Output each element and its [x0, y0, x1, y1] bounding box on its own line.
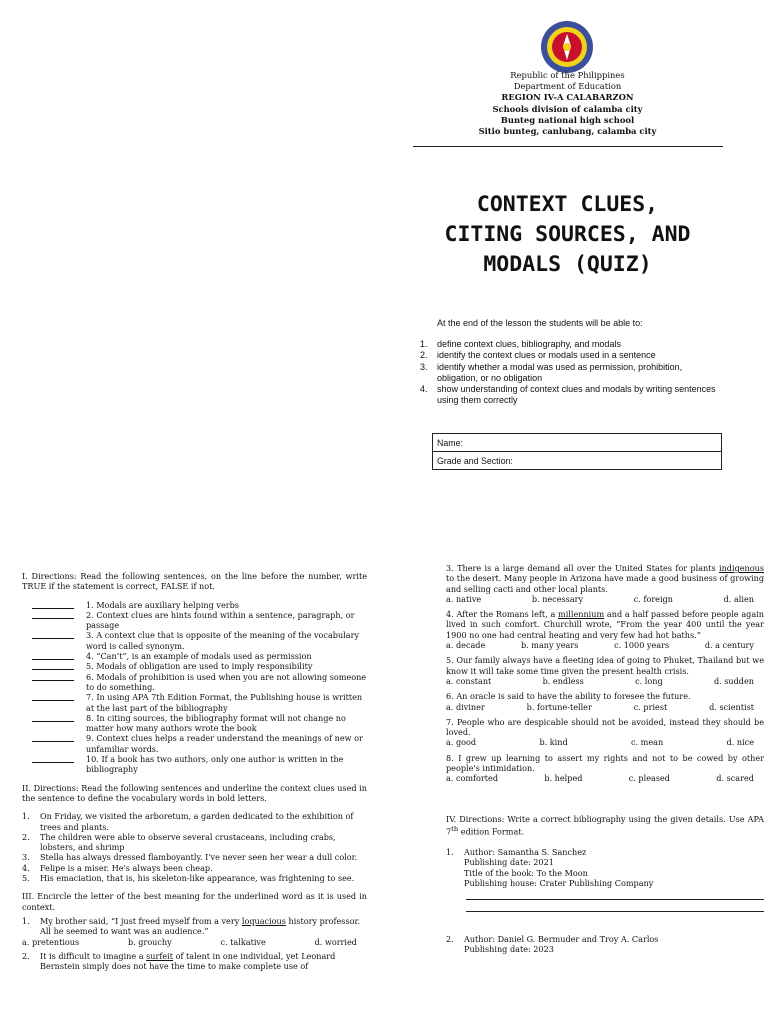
underline-item — [22, 863, 367, 873]
tf-text: In citing sources, the bibliography format will not change no matter how many authors wrote the book — [86, 712, 346, 734]
question-number: 1. — [22, 915, 30, 926]
tf-item — [22, 754, 367, 775]
item-text: Stella has always dressed flamboyantly. I've never seen her wear a dull color. — [40, 852, 358, 863]
choice[interactable]: c. pleased — [628, 773, 670, 784]
spacer — [22, 775, 367, 783]
objectives-list — [420, 339, 720, 407]
choice[interactable]: a. pretentious — [22, 936, 80, 947]
tf-text: A context clue that is opposite of the meaning of the vocabulary word is called synonym. — [86, 630, 360, 651]
question-number: 7. — [446, 716, 454, 727]
tf-item — [22, 661, 367, 671]
item-text: On Friday, we visited the arboretum, a garden dedicated to the exhibition of trees and plants. — [40, 811, 354, 832]
title-line: MODALS (QUIZ) — [483, 252, 652, 277]
underlined-word: millennium — [558, 609, 605, 620]
choice[interactable]: d. scared — [716, 773, 754, 784]
objective-number: 1. — [420, 339, 428, 349]
spacer — [22, 803, 367, 811]
item-number: 5. — [22, 873, 30, 884]
title-line: CITING SOURCES, AND — [444, 222, 691, 247]
underlined-word: loquacious — [241, 915, 286, 926]
tf-item — [22, 630, 367, 651]
underline-item — [22, 811, 367, 832]
choice[interactable]: c. 1000 years — [614, 640, 670, 651]
tf-text: If a book has two authors, only one author is written in the bibliography — [86, 754, 344, 775]
title-line: CONTEXT CLUES, — [476, 192, 659, 217]
bibliography-item — [446, 934, 764, 955]
tf-number: 5. — [86, 661, 94, 672]
choices-row — [446, 702, 764, 712]
part1-directions: I. Directions: Read the following sentences, on the line before the number, write TRUE if the statement is correct, FALSE if not. — [22, 571, 367, 592]
answer-blank[interactable] — [32, 741, 74, 742]
objective-text: identify whether a modal was used as permission, prohibition, obligation, or no obligation — [437, 361, 683, 383]
tf-item — [22, 692, 367, 713]
superscript: th — [451, 824, 459, 833]
choice[interactable]: d. a century — [704, 640, 754, 651]
tf-text: Context clues helps a reader understand the meanings of new or unfamiliar words. — [86, 733, 363, 754]
choice[interactable]: d. alien — [723, 593, 754, 604]
question-text-pre: There is a large demand all over the United States for plants — [457, 563, 719, 573]
item-text: Felipe is a miser. He's always been cheap. — [40, 862, 213, 873]
answer-blank[interactable] — [32, 608, 74, 609]
tf-item — [22, 733, 367, 754]
item-number: 3. — [22, 852, 30, 863]
header-line: Department of Education — [513, 81, 622, 92]
item-number: 1. — [446, 846, 454, 857]
detail-line: Title of the book: To the Moon — [464, 867, 588, 878]
choice[interactable]: d. scientist — [709, 701, 754, 712]
choices-row — [446, 640, 764, 650]
student-info-table — [432, 433, 722, 470]
objective-number: 3. — [420, 361, 428, 372]
question-text-post: of talent in one individual, yet Leonard Bernstein simply does not have the time to make complete use of — [40, 950, 336, 972]
choice[interactable]: a. decade — [446, 640, 486, 651]
spacer — [22, 592, 367, 600]
tf-text: Context clues are hints found within a sentence, paragraph, or passage — [86, 609, 355, 631]
tf-text: In using APA 7th Edition Format, the Publishing house is written at the last part of the bibliography — [86, 692, 363, 713]
choice[interactable]: b. kind — [539, 737, 568, 748]
objective-text: show understanding of context clues and modals by writing sentences using them correctly — [437, 384, 716, 406]
name-field[interactable]: Name: — [433, 434, 722, 452]
left-column — [22, 571, 367, 971]
question-text-post: history professor. All he seemed to want was an audience.” — [40, 915, 361, 937]
directions-text: IV. Directions: Write a correct bibliography using the given details. Use APA 7 — [446, 813, 764, 837]
underline-item — [22, 873, 367, 883]
tf-number: 6. — [86, 671, 94, 682]
choice[interactable]: d. sudden — [713, 675, 754, 686]
school-header — [415, 70, 720, 137]
tf-number: 2. — [86, 609, 94, 620]
objective-number: 2. — [420, 350, 428, 361]
underline-item — [22, 852, 367, 862]
tf-item — [22, 600, 367, 610]
objectives-intro: At the end of the lesson the students will be able to: — [437, 318, 643, 328]
choice[interactable]: c. talkative — [220, 936, 266, 947]
objective-text: define context clues, bibliography, and modals — [437, 339, 621, 349]
tf-item — [22, 610, 367, 631]
objective-number: 4. — [420, 384, 428, 395]
deped-seal — [540, 20, 594, 74]
answer-blank[interactable] — [32, 700, 74, 701]
objective-item — [420, 350, 720, 361]
tf-number: 4. — [86, 651, 94, 662]
mc-question — [446, 563, 764, 594]
header-line-bold: Sitio bunteg, canlubang, calamba city — [478, 126, 657, 137]
tf-number: 9. — [86, 733, 94, 744]
choices-row — [22, 937, 367, 947]
choice[interactable]: b. helped — [544, 773, 583, 784]
choice[interactable]: d. nice — [726, 737, 754, 748]
question-text-post: to the desert. Many people in Arizona have made a good business of growing and selling cacti and other local plants. — [446, 573, 764, 594]
item-text: The children were able to observe several crustaceans, including crabs, lobsters, and shrimp — [40, 831, 336, 853]
underline-item — [22, 832, 367, 853]
mc-question — [446, 609, 764, 640]
bibliography-item — [446, 847, 764, 888]
tf-text: Modals of prohibition is used when you are not allowing someone to do something. — [86, 671, 367, 692]
mc-question — [446, 691, 764, 701]
tf-text: “Can’t”, is an example of modals used as permission — [96, 651, 312, 662]
tf-text: Modals are auxiliary helping verbs — [96, 599, 239, 610]
tf-number: 3. — [86, 630, 94, 641]
answer-line[interactable] — [466, 890, 764, 900]
item-number: 1. — [22, 811, 30, 822]
answer-blank[interactable] — [32, 680, 74, 681]
choices-row — [446, 676, 764, 686]
question-number: 2. — [22, 950, 30, 961]
header-line: Republic of the Philippines — [510, 70, 625, 80]
underlined-word: indigenous — [719, 563, 764, 573]
question-text-pre: It is difficult to imagine a — [40, 950, 147, 961]
question-text-pre: My brother said, “I just freed myself from a very — [40, 915, 242, 926]
answer-blank[interactable] — [32, 618, 74, 619]
choice[interactable]: b. necessary — [531, 593, 584, 604]
item-number: 2. — [22, 831, 30, 842]
choices-row — [446, 737, 764, 747]
page-title — [405, 190, 730, 280]
objective-item — [420, 339, 720, 350]
choice[interactable]: c. long — [635, 675, 663, 686]
answer-line[interactable] — [466, 902, 764, 912]
question-text-post: and a half passed before people again lived in such comfort. Churchill wrote, “From the year 400 until the year 1900 no one had central heating and very few had hot baths.” — [446, 609, 764, 640]
mc-question — [22, 951, 367, 972]
choice[interactable]: b. endless — [542, 675, 584, 686]
right-column — [446, 563, 764, 955]
question-number: 6. — [446, 691, 454, 702]
detail-line: Publishing date: 2023 — [464, 944, 554, 955]
choice[interactable]: b. grouchy — [127, 936, 172, 947]
choice[interactable]: a. native — [446, 593, 482, 604]
question-text: I grew up learning to assert my rights and not to be cowed by other people's intimidation. — [446, 752, 764, 774]
tf-number: 8. — [86, 712, 94, 723]
item-number: 2. — [446, 934, 454, 945]
spacer — [22, 883, 367, 891]
mc-question — [446, 717, 764, 738]
underlined-word: surfeit — [146, 950, 174, 961]
question-text: Our family always have a fleeting idea of going to Phuket, Thailand but we know it will take some time given the present health crisis. — [446, 655, 764, 676]
tf-number: 7. — [86, 692, 94, 703]
answer-blank[interactable] — [32, 669, 74, 670]
detail-line: Author: Daniel G. Bermuder and Troy A. Carlos — [464, 934, 659, 945]
tf-number: 1. — [86, 599, 94, 610]
choice[interactable]: c. foreign — [633, 593, 673, 604]
choice[interactable]: b. many years — [520, 640, 579, 651]
choice[interactable]: a. constant — [446, 675, 492, 686]
question-number: 8. — [446, 752, 454, 763]
grade-section-field[interactable]: Grade and Section: — [433, 452, 722, 470]
choice[interactable]: a. good — [446, 737, 477, 748]
detail-line: Publishing house: Crater Publishing Company — [464, 877, 654, 888]
question-number: 5. — [446, 655, 454, 666]
choice[interactable]: d. worried — [314, 936, 357, 947]
mc-question — [22, 916, 367, 937]
mc-question — [446, 753, 764, 774]
question-text: An oracle is said to have the ability to foresee the future. — [456, 691, 691, 702]
choice[interactable]: c. mean — [631, 737, 664, 748]
choice[interactable]: b. fortune-teller — [526, 701, 592, 712]
question-number: 3. — [446, 563, 454, 573]
header-line-bold: Schools division of calamba city — [492, 103, 643, 114]
answer-blank[interactable] — [32, 638, 74, 639]
choices-row — [446, 594, 764, 604]
mc-question — [446, 655, 764, 676]
detail-line: Publishing date: 2021 — [464, 857, 554, 868]
header-line-bold: Bunteg national high school — [500, 114, 635, 125]
answer-blank[interactable] — [32, 659, 74, 660]
question-text: People who are despicable should not be avoided, instead they should be loved. — [446, 716, 764, 738]
question-text-pre: After the Romans left, a — [456, 609, 559, 620]
item-number: 4. — [22, 862, 30, 873]
choice[interactable]: a. comforted — [446, 773, 499, 784]
part2-directions: II. Directions: Read the following sentences and underline the context clues used in the sentence to define the vocabulary words in bold letters. — [22, 782, 367, 803]
tf-item — [22, 651, 367, 661]
tf-number: 10. — [86, 754, 99, 765]
tf-text: Modals of obligation are used to imply responsibility — [96, 661, 313, 672]
objective-item — [420, 362, 720, 385]
objective-item — [420, 384, 720, 407]
objective-text: identify the context clues or modals used in a sentence — [437, 350, 656, 361]
tf-item — [22, 713, 367, 734]
choice[interactable]: a. diviner — [446, 701, 485, 712]
part3-directions: III. Encircle the letter of the best meaning for the underlined word as it is used in context. — [22, 891, 367, 912]
tf-item — [22, 672, 367, 693]
detail-line: Author: Samantha S. Sanchez — [464, 846, 587, 857]
header-line-bold: REGION IV-A CALABARZON — [501, 92, 634, 103]
answer-blank[interactable] — [32, 762, 74, 763]
choice[interactable]: c. priest — [633, 701, 668, 712]
question-number: 4. — [446, 609, 454, 620]
directions-text: edition Format. — [458, 826, 525, 837]
header-divider — [413, 146, 723, 147]
item-text: His emaciation, that is, his skeleton-like appearance, was frightening to see. — [40, 873, 355, 884]
part4-directions — [446, 814, 764, 837]
choices-row — [446, 773, 764, 783]
answer-blank[interactable] — [32, 721, 74, 722]
